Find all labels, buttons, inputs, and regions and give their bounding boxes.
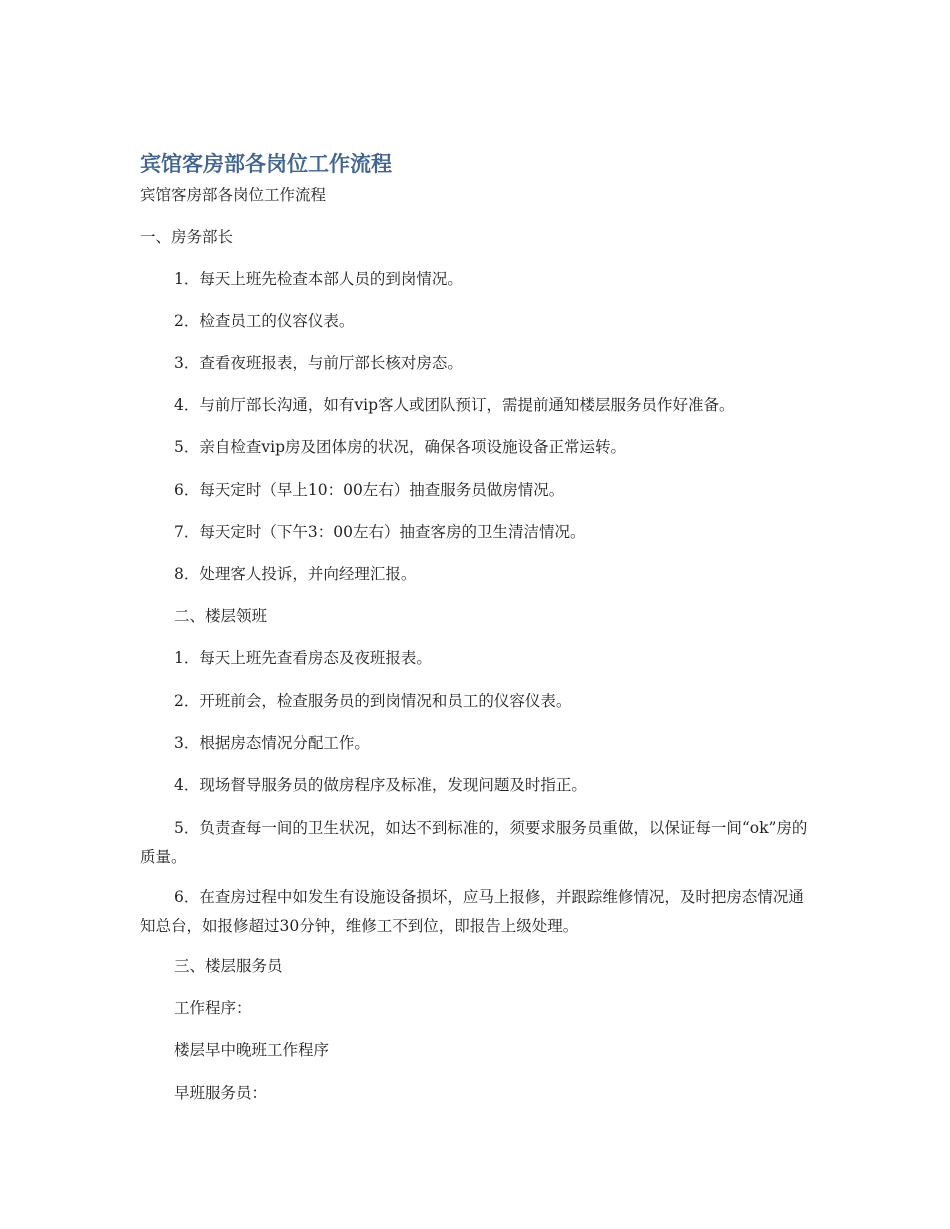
list-item: 3．根据房态情况分配工作。 <box>174 734 370 752</box>
list-item: 7．每天定时（下午3：00左右）抽查客房的卫生清洁情况。 <box>174 523 586 541</box>
text-line: 楼层早中晚班工作程序 <box>174 1041 330 1059</box>
list-item: 6．每天定时（早上10：00左右）抽查服务员做房情况。 <box>174 481 565 499</box>
document-title: 宾馆客房部各岗位工作流程 <box>140 152 392 176</box>
list-item-wrapped: 6．在查房过程中如发生有设施设备损坏，应马上报修，并跟踪维修情况，及时把房态情况通知总台，如报修超过30分钟，维修工不到位，即报告上级处理。 <box>140 888 804 935</box>
list-item: 1．每天上班先检查本部人员的到岗情况。 <box>174 270 463 288</box>
section-heading-floor-supervisor: 二、楼层领班 <box>174 607 268 625</box>
text-line: 早班服务员： <box>174 1084 268 1102</box>
list-item: 4．现场督导服务员的做房程序及标准，发现问题及时指正。 <box>174 776 587 794</box>
list-item: 5．亲自检查vip房及团体房的状况，确保各项设施设备正常运转。 <box>174 438 626 456</box>
list-item: 8．处理客人投诉，并向经理汇报。 <box>174 565 417 583</box>
list-item: 3．查看夜班报表，与前厅部长核对房态。 <box>174 354 463 372</box>
list-item: 2．开班前会，检查服务员的到岗情况和员工的仪容仪表。 <box>174 692 572 710</box>
section-heading-room-manager: 一、房务部长 <box>140 228 234 246</box>
document-subtitle: 宾馆客房部各岗位工作流程 <box>140 186 327 204</box>
text-line: 工作程序： <box>174 999 252 1017</box>
list-item-wrapped: 5．负责查每一间的卫生状况，如达不到标准的，须要求服务员重做，以保证每一间“ok”房的质量。 <box>140 819 808 866</box>
list-item: 2．检查员工的仪容仪表。 <box>174 312 355 330</box>
list-item: 4．与前厅部长沟通，如有vip客人或团队预订，需提前通知楼层服务员作好准备。 <box>174 396 735 414</box>
list-item: 1．每天上班先查看房态及夜班报表。 <box>174 649 432 667</box>
section-heading-floor-attendant: 三、楼层服务员 <box>174 957 283 975</box>
